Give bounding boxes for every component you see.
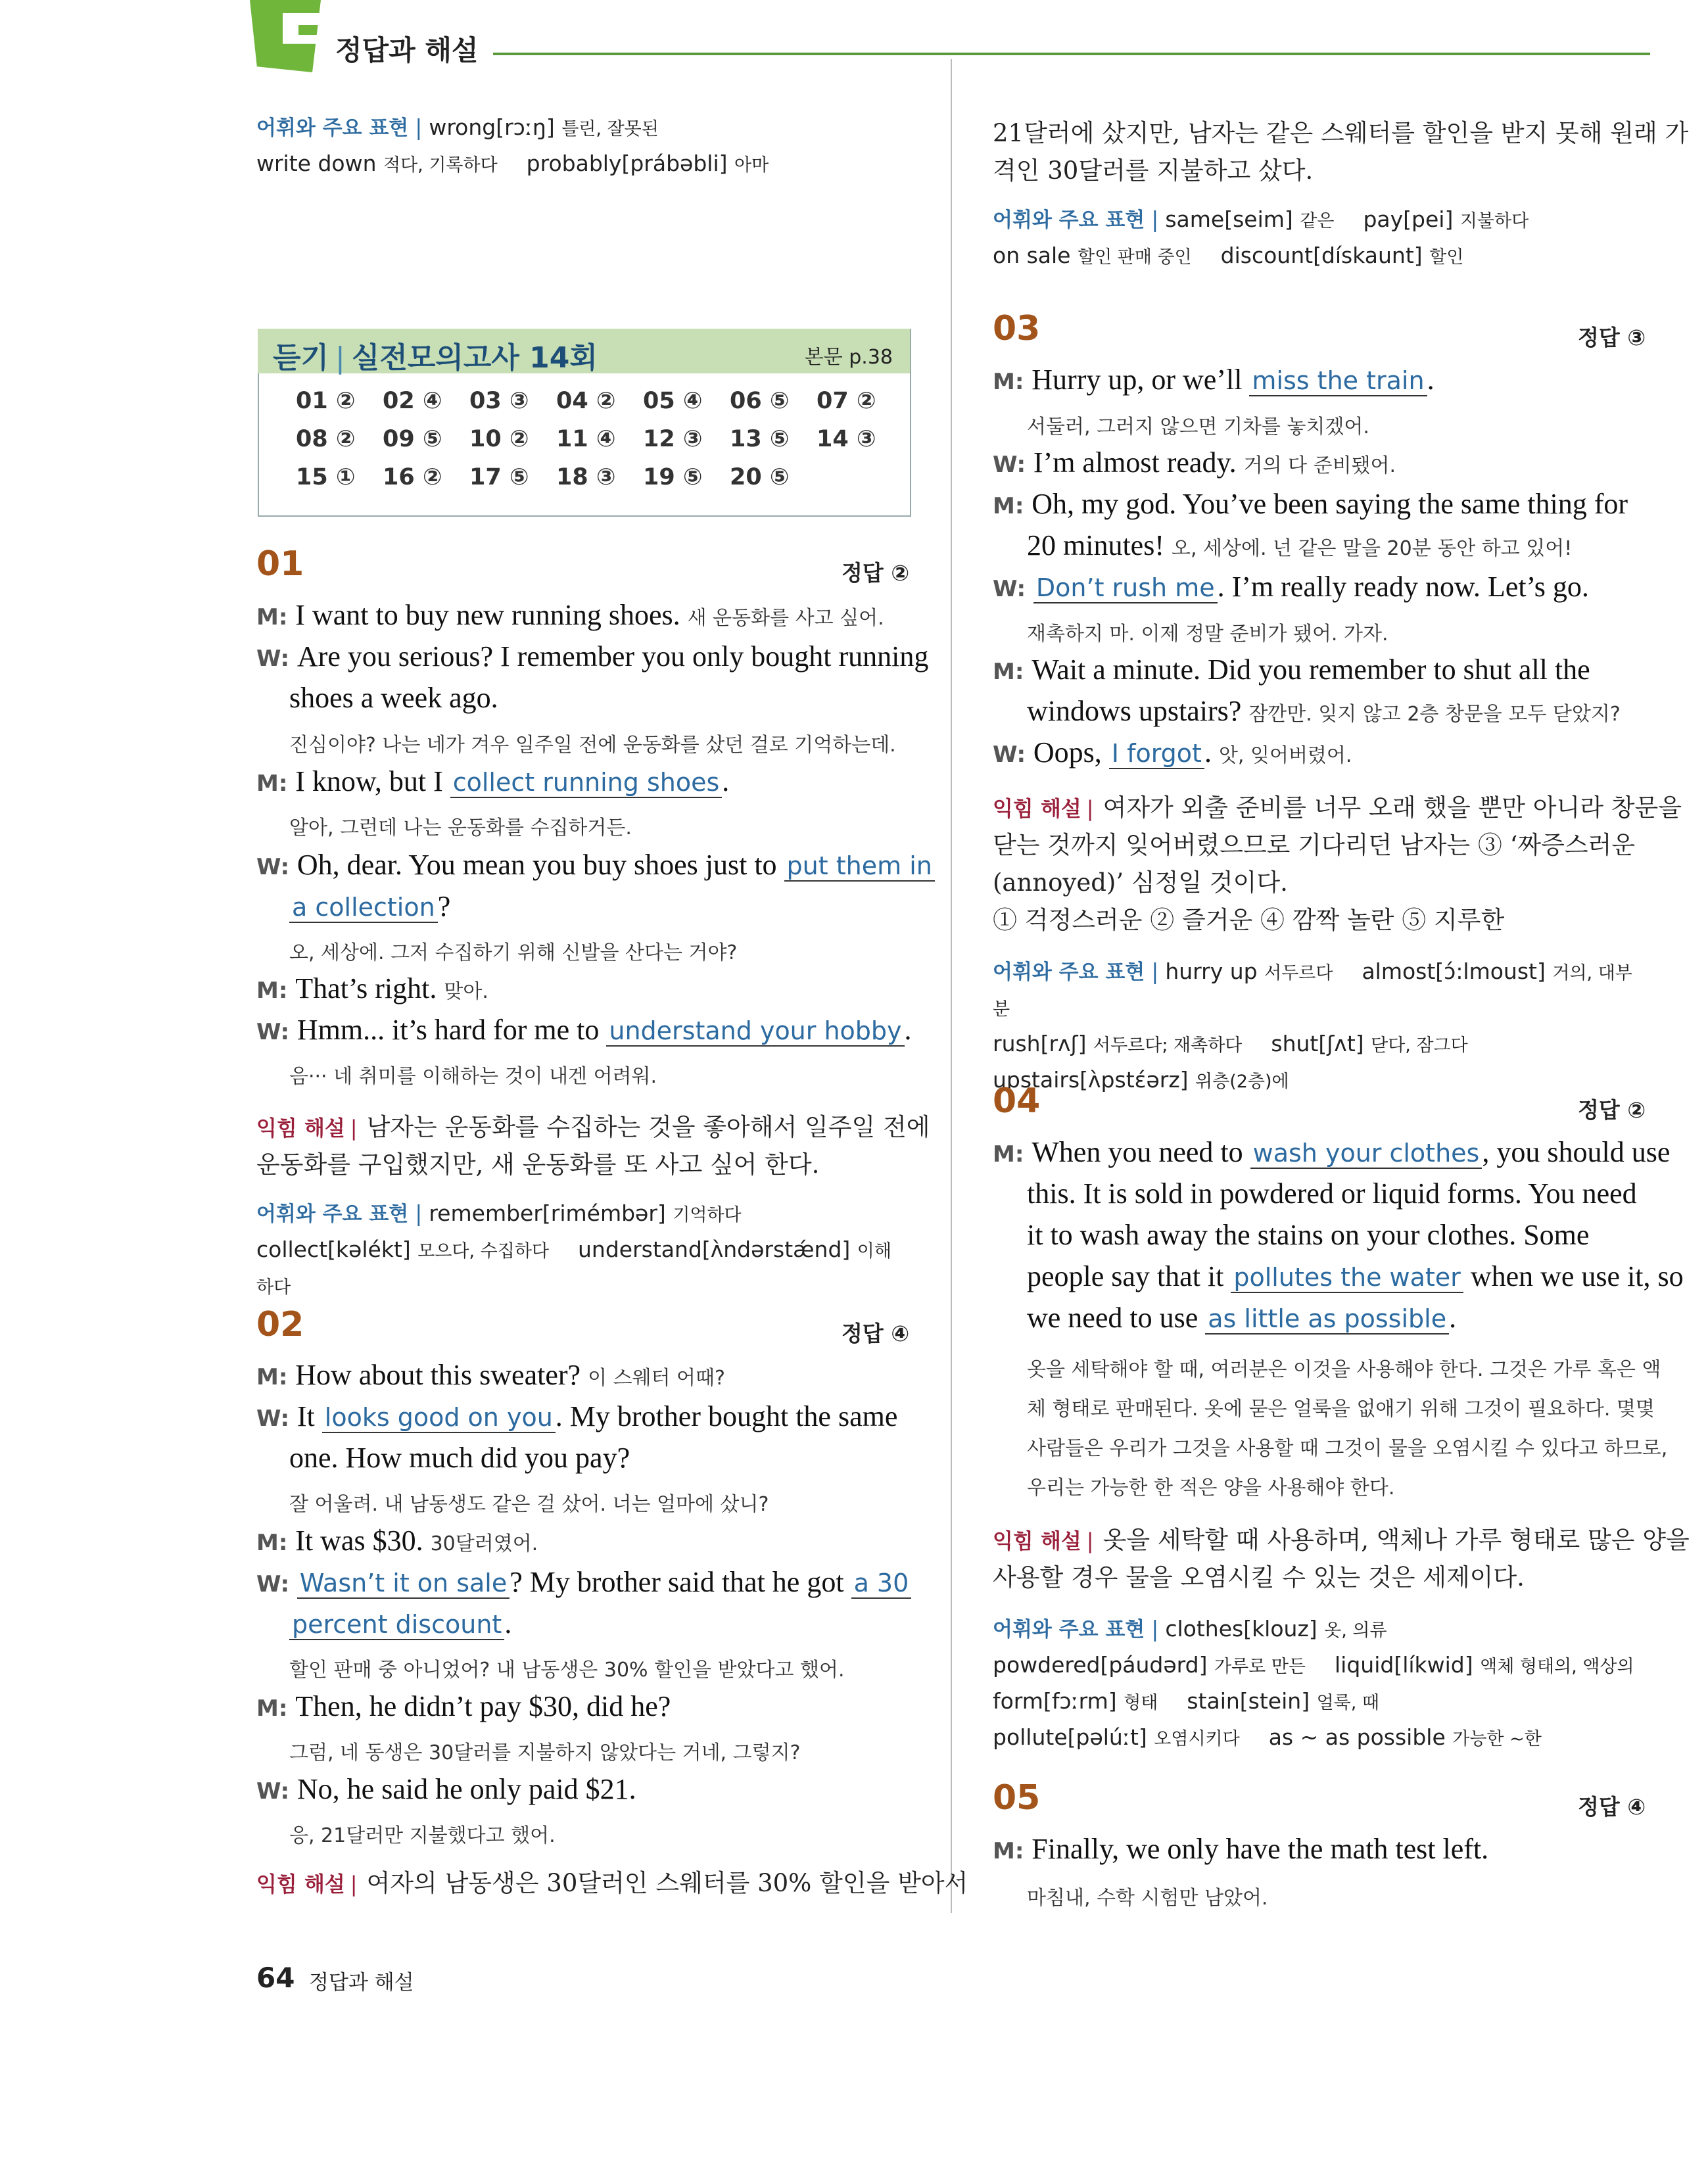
dialogue-line: we need to use as little as possible.: [1027, 1302, 1457, 1334]
translation: 재촉하지 마. 이제 정말 준비가 됐어. 가자.: [1027, 623, 1388, 646]
dialogue-line: W: Oops, I forgot. 앗, 잊어버렸어.: [993, 736, 1352, 768]
dialogue-line: windows upstairs? 잠깐만. 잊지 않고 2층 창문을 모두 닫았지?: [1027, 695, 1621, 727]
translation: 그럼, 네 동생은 30달러를 지불하지 않았다는 거네, 그렇지?: [289, 1741, 801, 1764]
answer-item: 03 ③: [469, 388, 529, 414]
dialogue-line: M: Oh, my god. You’ve been saying the same thing for: [993, 488, 1628, 520]
dialogue-line: M: Finally, we only have the math test left.: [993, 1833, 1489, 1865]
answer-blank: pollutes the water: [1231, 1263, 1463, 1293]
dialogue-line: W: It looks good on you. My brother bought the same: [256, 1400, 898, 1432]
dialogue-line: M: That’s right. 맞아.: [256, 972, 488, 1004]
dialogue-line: people say that it pollutes the water when we use it, so: [1027, 1260, 1684, 1292]
explanation: 격인 30달러를 지불하고 샀다.: [993, 156, 1314, 185]
question-number: 01: [256, 544, 304, 584]
dialogue-line: W: No, he said he only paid $21.: [256, 1773, 636, 1805]
translation: 잘 어울려. 내 남동생도 같은 걸 샀어. 너는 얼마에 샀니?: [289, 1493, 769, 1516]
dialogue-line: W: Don’t rush me. I’m really ready now. Let’s go.: [993, 571, 1589, 603]
dialogue-line: M: I know, but I collect running shoes.: [256, 765, 730, 797]
explanation: ① 걱정스러운 ② 즐거운 ④ 깜짝 놀란 ⑤ 지루한: [993, 906, 1505, 934]
dialogue-line: percent discount.: [289, 1607, 511, 1640]
question-number: 05: [993, 1778, 1041, 1818]
question-answer: 정답 ②: [842, 560, 910, 586]
dialogue-line: one. How much did you pay?: [289, 1442, 630, 1474]
answer-item: 02 ④: [383, 388, 442, 414]
translation: 음··· 네 취미를 이해하는 것이 내겐 어려워.: [289, 1065, 657, 1088]
vocab-en: probably[prábəbli]: [526, 151, 728, 176]
answer-blank: a collection: [289, 893, 438, 923]
translation: 서둘러, 그러지 않으면 기차를 놓치겠어.: [1027, 415, 1369, 438]
answer-blank: percent discount: [289, 1610, 504, 1640]
explanation: 익힘 해설 | 남자는 운동화를 수집하는 것을 좋아해서 일주일 전에: [256, 1113, 930, 1141]
answer-blank: put them in: [784, 851, 935, 882]
translation: 옷을 세탁해야 할 때, 여러분은 이것을 사용해야 한다. 그것은 가루 혹은 액: [1027, 1358, 1661, 1381]
vocab-en: wrong[rɔːŋ]: [429, 114, 555, 140]
question-number: 04: [993, 1081, 1041, 1121]
explanation: 익힘 해설 | 여자가 외출 준비를 너무 오래 했을 뿐만 아니라 창문을: [993, 793, 1682, 822]
answer-item: 14 ③: [817, 426, 876, 452]
answer-item: 15 ①: [296, 464, 356, 490]
vocab-ko: 적다, 기록하다: [383, 155, 498, 176]
answer-blank: Don’t rush me: [1033, 573, 1218, 603]
explanation: 익힘 해설 | 옷을 세탁할 때 사용하며, 액체나 가루 형태로 많은 양을: [993, 1526, 1690, 1554]
translation: 알아, 그런데 나는 운동화를 수집하거든.: [289, 816, 632, 839]
footer-title: 정답과 해설: [309, 1971, 414, 1995]
answer-item: 16 ②: [383, 464, 442, 490]
translation: 할인 판매 중 아니었어? 내 남동생은 30% 할인을 받았다고 했어.: [289, 1659, 845, 1682]
dialogue-line: 20 minutes! 오, 세상에. 넌 같은 말을 20분 동안 하고 있어!: [1027, 529, 1573, 561]
question-number: 02: [256, 1305, 304, 1344]
vocab-label: 어휘와 주요 표현: [993, 208, 1145, 232]
translation: 오, 세상에. 그저 수집하기 위해 신발을 산다는 거야?: [289, 941, 738, 964]
answer-item: 06 ⑤: [730, 388, 790, 414]
explanation: 21달러에 샀지만, 남자는 같은 스웨터를 할인을 받지 못해 원래 가: [993, 119, 1689, 147]
explanation: 운동화를 구입했지만, 새 운동화를 또 사고 싶어 한다.: [256, 1150, 820, 1179]
vocab-label: 어휘와 주요 표현: [993, 960, 1145, 984]
vocab-block: 어휘와 주요 표현 | same[seim] 같은 pay[pei] 지불하다 on sale 할인 판매 중인 discount[dískaunt] 할인: [993, 206, 1529, 268]
question-answer: 정답 ④: [1578, 1794, 1646, 1820]
explanation: 사용할 경우 물을 오염시킬 수 있는 것은 세제이다.: [993, 1563, 1525, 1592]
answer-item: 13 ⑤: [730, 426, 790, 452]
question-answer: 정답 ③: [1578, 325, 1646, 350]
vocab-ko: 아마: [734, 155, 769, 176]
answer-blank: understand your hobby: [606, 1016, 904, 1047]
dialogue-line: M: I want to buy new running shoes. 새 운동화를 사고 싶어.: [256, 599, 884, 631]
dialogue-line: M: When you need to wash your clothes, you should use: [993, 1136, 1671, 1168]
dialogue-line: M: Then, he didn’t pay $30, did he?: [256, 1690, 671, 1722]
dialogue-line: M: Hurry up, or we’ll miss the train.: [993, 364, 1435, 396]
translation: 마침내, 수학 시험만 남았어.: [1027, 1887, 1268, 1910]
translation: 응, 21달러만 지불했다고 했어.: [289, 1824, 556, 1847]
translation: 우리는 가능한 한 적은 양을 사용해야 한다.: [1027, 1477, 1395, 1500]
vocab-block: 어휘와 주요 표현 | remember[rimémbər] 기억하다 collect[kəlékt] 모으다, 수집하다 understand[ʌ̀ndərstǽnd] 이해하다: [256, 1200, 891, 1298]
dialogue-line: W: I’m almost ready. 거의 다 준비됐어.: [993, 446, 1396, 479]
dialogue-line: W: Oh, dear. You mean you buy shoes just to put them in: [256, 848, 935, 882]
dialogue-line: W: Hmm... it’s hard for me to understand your hobby.: [256, 1014, 912, 1046]
answer-item: 18 ③: [556, 464, 616, 490]
answer-key-title: 듣기 | 실전모의고사 14회: [273, 341, 598, 375]
answer-item: 11 ④: [556, 426, 616, 452]
vocab-label: 어휘와 주요 표현: [256, 116, 409, 140]
vocab-label: 어휘와 주요 표현: [256, 1202, 409, 1226]
vocab-block: 어휘와 주요 표현 | hurry up 서두르다 almost[ɔ́:lmoust] 거의, 대부분 rush[rʌʃ] 서두르다; 재촉하다 shut[ʃʌt] 닫다, 잠그다 upstairs[ʌ̀pstέərz] 위층(2층)에: [993, 958, 1632, 1093]
vocab-ko: 틀린, 잘못된: [561, 119, 659, 139]
vocab-block-top: 어휘와 주요 표현 | wrong[rɔːŋ] 틀린, 잘못된 write down 적다, 기록하다 probably[prábəbli] 아마: [256, 114, 769, 176]
answer-item: 04 ②: [556, 388, 616, 414]
explanation: 익힘 해설 | 여자의 남동생은 30달러인 스웨터를 30% 할인을 받아서: [256, 1869, 968, 1897]
dialogue-line: M: Wait a minute. Did you remember to shut all the: [993, 653, 1590, 686]
header-rule: [493, 53, 1650, 55]
translation: 체 형태로 판매된다. 옷에 묻은 얼룩을 없애기 위해 그것이 필요하다. 몇몇: [1027, 1398, 1655, 1421]
answer-item: 20 ⑤: [730, 464, 790, 490]
answer-key-page-ref: 본문 p.38: [804, 346, 893, 369]
dialogue-line: M: How about this sweater? 이 스웨터 어때?: [256, 1359, 725, 1391]
dialogue-line: W: Are you serious? I remember you only bought running: [256, 640, 929, 673]
dialogue-line: M: It was $30. 30달러였어.: [256, 1524, 538, 1557]
header-title: 정답과 해설: [335, 34, 479, 66]
answer-item: 07 ②: [817, 388, 876, 414]
question-answer: 정답 ②: [1578, 1097, 1646, 1123]
answer-blank: as little as possible: [1205, 1304, 1449, 1335]
question-answer: 정답 ④: [842, 1321, 910, 1346]
answer-item: 12 ③: [643, 426, 703, 452]
answer-blank: collect running shoes: [450, 768, 723, 798]
answer-item: 19 ⑤: [643, 464, 703, 490]
vocab-en: write down: [256, 151, 377, 176]
answer-item: 17 ⑤: [469, 464, 529, 490]
answer-blank: miss the train: [1249, 366, 1427, 396]
answer-item: 05 ④: [643, 388, 703, 414]
answer-blank: wash your clothes: [1250, 1139, 1483, 1169]
translation: 사람들은 우리가 그것을 사용할 때 그것이 물을 오염시킬 수 있다고 하므로,: [1027, 1437, 1668, 1460]
vocab-block: 어휘와 주요 표현 | clothes[klouz] 옷, 의류 powdered[páudərd] 가루로 만든 liquid[líkwid] 액체 형태의, 액상의 form[fɔːrm] 형태 stain[stein] 얼룩, 때 pollute[pəlúːt] 오염시키다 as ~ as possible 가능한 ~한: [993, 1616, 1634, 1750]
answer-blank: I forgot: [1109, 739, 1204, 769]
question-number: 03: [993, 309, 1041, 348]
page-number: 64: [256, 1962, 295, 1994]
vocab-label: 어휘와 주요 표현: [993, 1618, 1145, 1642]
explanation: 닫는 것까지 잊어버렸으므로 기다리던 남자는 ③ ‘짜증스러운: [993, 831, 1636, 859]
column-divider: [951, 59, 952, 1913]
answer-item: 01 ②: [296, 388, 356, 414]
dialogue-line: shoes a week ago.: [289, 682, 498, 714]
translation: 진심이야? 나는 네가 겨우 일주일 전에 운동화를 샀던 걸로 기억하는데.: [289, 734, 896, 757]
dialogue-line: a collection?: [289, 889, 450, 923]
answer-item: 09 ⑤: [383, 426, 442, 452]
answer-item: 08 ②: [296, 426, 356, 452]
answer-item: 10 ②: [469, 426, 529, 452]
explanation: (annoyed)’ 심정일 것이다.: [993, 868, 1288, 897]
dialogue-line: this. It is sold in powdered or liquid forms. You need: [1027, 1177, 1637, 1210]
answer-blank: a 30: [851, 1569, 912, 1599]
dialogue-line: W: Wasn’t it on sale? My brother said that he got a 30: [256, 1565, 911, 1599]
answer-blank: looks good on you: [322, 1403, 556, 1433]
dialogue-line: it to wash away the stains on your clothes. Some: [1027, 1219, 1590, 1251]
answer-blank: Wasn’t it on sale: [297, 1569, 510, 1599]
